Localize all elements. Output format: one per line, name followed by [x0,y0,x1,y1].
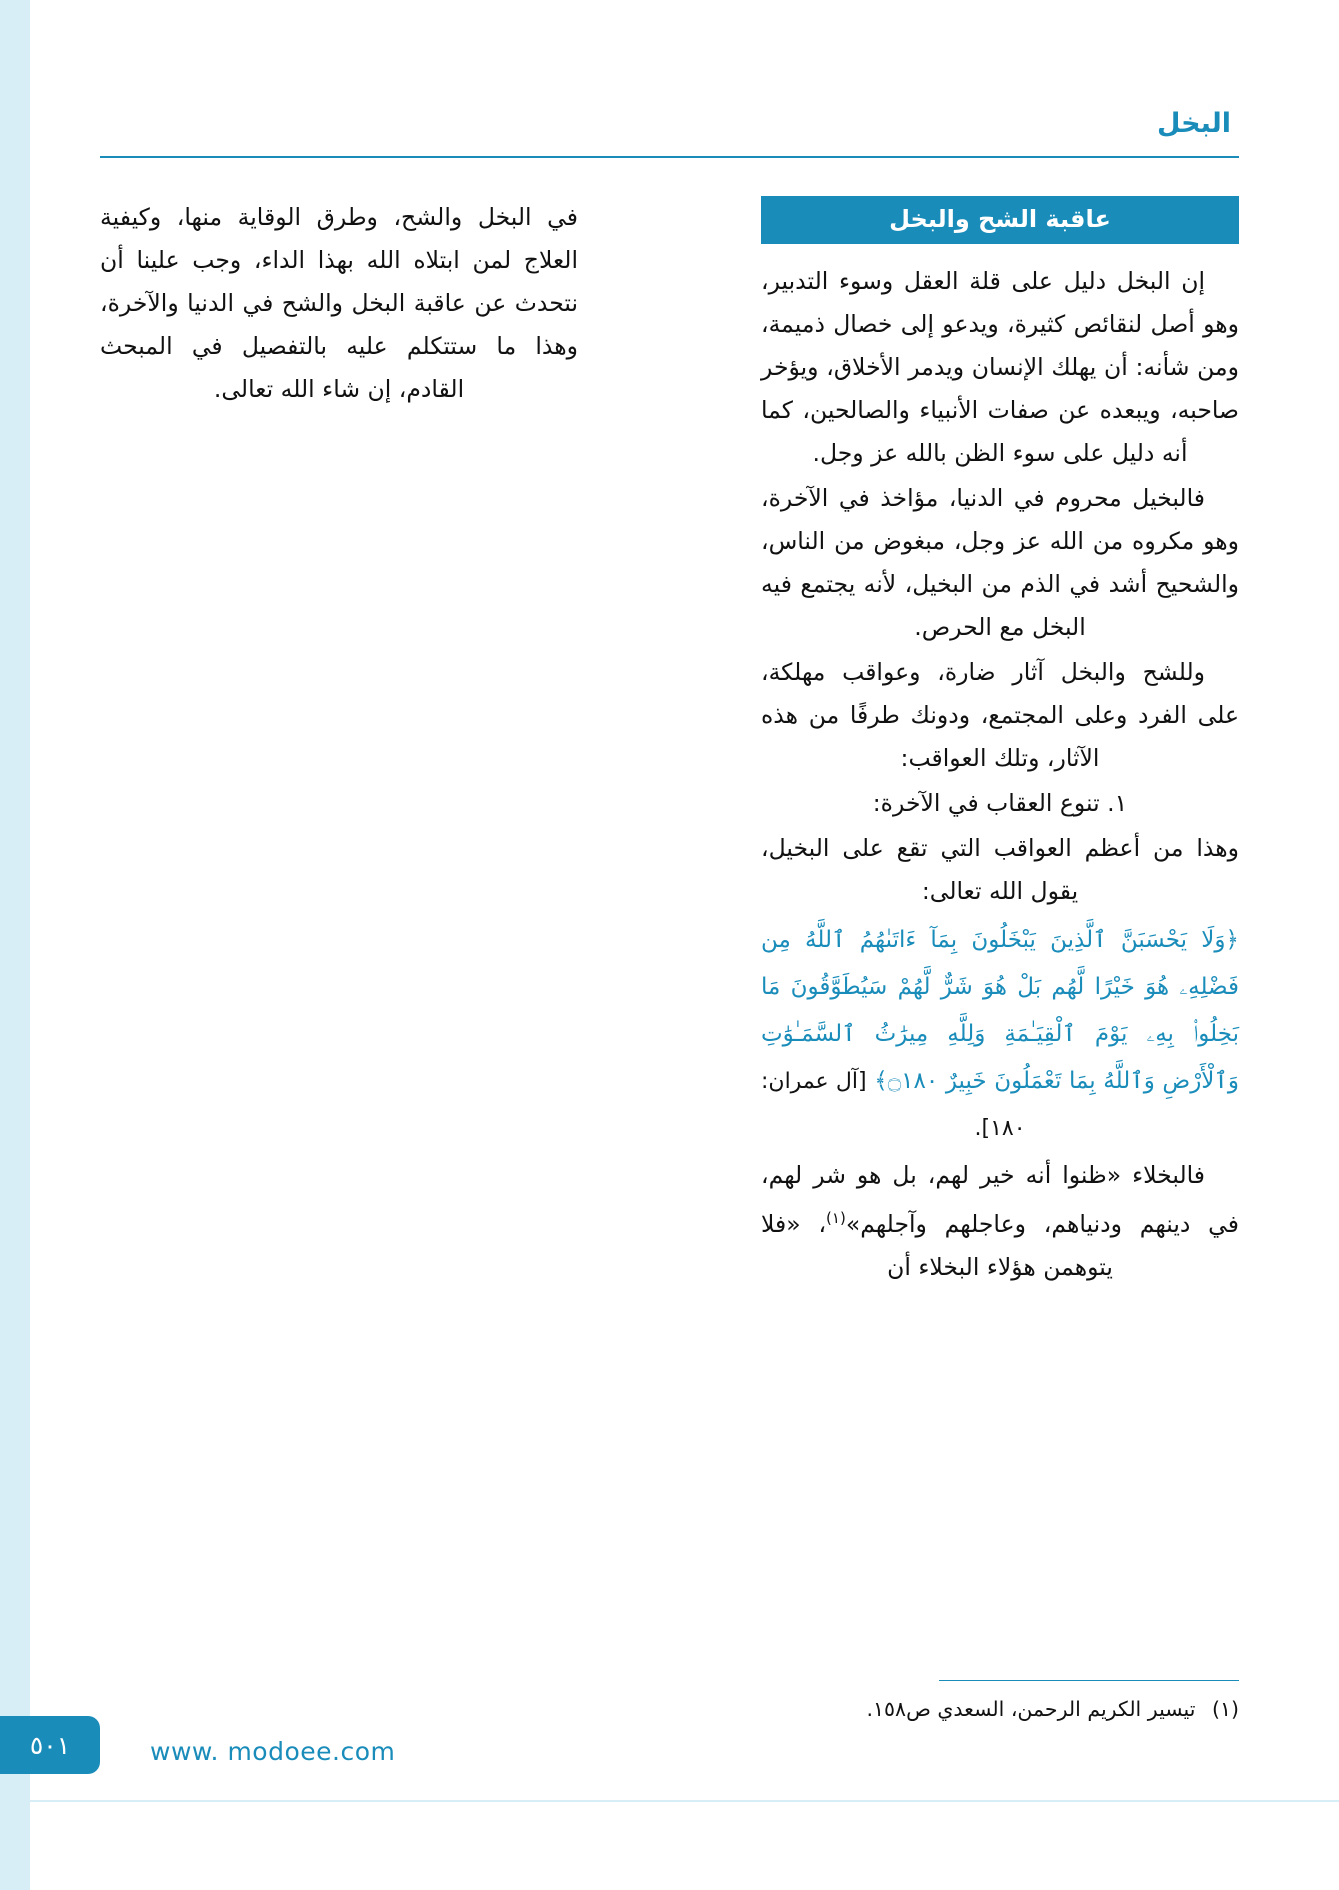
footnote-area [761,1680,1239,1725]
after-verse-text-b: ، «فلا يتوهمن هؤلاء البخلاء أن [761,1209,1113,1281]
footnote-divider [939,1680,1239,1681]
right-text-column [761,196,1239,1291]
page-number-badge: ٥٠١ [0,1716,100,1774]
footnote-number: (١) [1211,1697,1239,1721]
footnote-line [761,1693,1239,1725]
quran-reference: [آل عمران: ١٨٠]. [761,1069,1026,1141]
after-verse-text-a: فالبخلاء «ظنوا أنه خير لهم، بل هو شر لهم، في دينهم ودنياهم، وعاجلهم وآجلهم» [761,1161,1239,1238]
footnote-body: تيسير الكريم الرحمن، السعدي ص١٥٨. [866,1697,1196,1721]
quran-verse-text: ﴿وَلَا يَحْسَبَنَّ ٱلَّذِينَ يَبْخَلُونَ بِمَآ ءَاتَىٰهُمُ ٱللَّهُ مِن فَضْلِهِۦ هُوَ خَيْرًا لَّهُم بَلْ هُوَ شَرٌّ لَّهُمْ سَيُطَوَّقُونَ مَا بَخِلُوا۟ بِهِۦ يَوْمَ ٱلْقِيَـٰمَةِ وَلِلَّهِ مِيرَٰثُ ٱلسَّمَـٰوَٰتِ وَٱلْأَرْضِ وَٱللَّهُ بِمَا تَعْمَلُونَ خَبِيرٌ ۝١٨٠﴾ [761,927,1240,1094]
right-paragraph-2: فالبخيل محروم في الدنيا، مؤاخذ في الآخرة، وهو مكروه من الله عز وجل، مبغوض من الناس، والشحيح أشد في الذم من البخيل، لأنه يجتمع فيه البخل مع الحرص. [761,484,1239,641]
quran-verse [761,917,1239,1152]
right-paragraph-3: وللشح والبخل آثار ضارة، وعواقب مهلكة، على الفرد وعلى المجتمع، ودونك طرفًا من هذه الآثار، وتلك العواقب: [761,658,1239,772]
footer-website-url[interactable]: www. modoee.com [150,1737,396,1766]
section-heading: عاقبة الشح والبخل [761,196,1239,244]
page-header [100,108,1239,160]
footer-divider [0,1800,1339,1802]
right-paragraph-5: وهذا من أعظم العواقب التي تقع على البخيل، يقول الله تعالى: [761,834,1239,905]
right-list-item-1: ١. تنوع العقاب في الآخرة: [872,789,1128,817]
header-divider [100,156,1239,158]
left-text-column [100,196,578,413]
header-title: البخل [1157,108,1231,139]
footnote-marker: (١) [826,1209,846,1227]
right-paragraph-after-verse [761,1154,1239,1289]
left-edge-accent-bar [0,0,30,1890]
right-paragraph-1: إن البخل دليل على قلة العقل وسوء التدبير، وهو أصل لنقائص كثيرة، ويدعو إلى خصال ذميمة، ومن شأنه: أن يهلك الإنسان ويدمر الأخلاق، ويؤخر صاحبه، ويبعده عن صفات الأنبياء والصالحين، كما أنه دليل على سوء الظن بالله عز وجل. [761,267,1239,467]
left-paragraph-1: في البخل والشح، وطرق الوقاية منها، وكيفية العلاج لمن ابتلاه الله بهذا الداء، وجب علينا أن نتحدث عن عاقبة البخل والشح في الدنيا والآخرة، وهذا ما ستتكلم عليه بالتفصيل في المبحث القادم، إن شاء الله تعالى. [100,203,578,403]
